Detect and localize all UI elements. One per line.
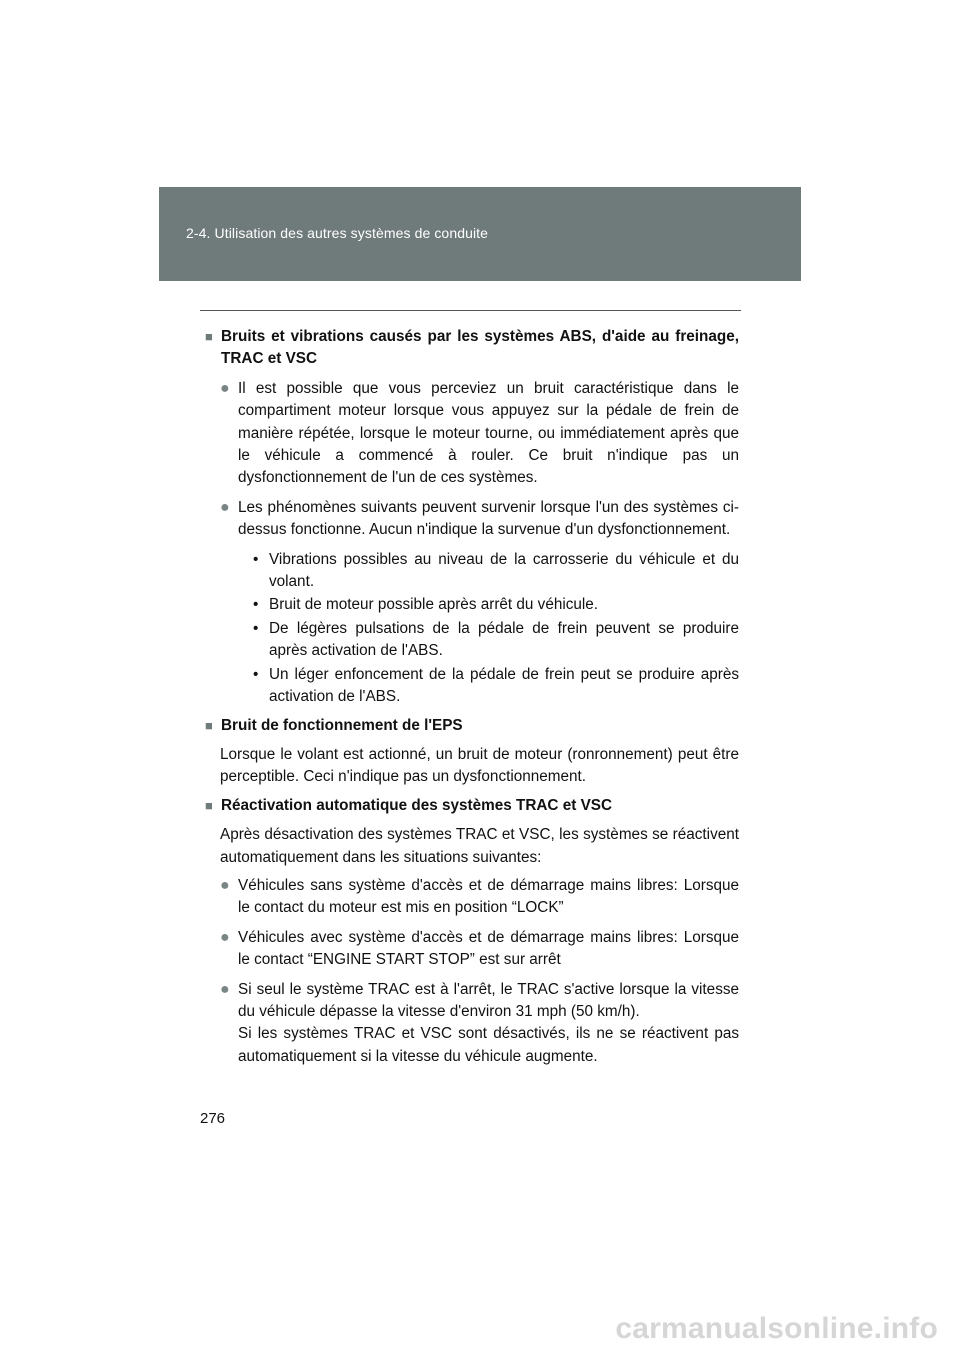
section-heading: ■ Bruits et vibrations causés par les systèmes ABS, d'aide au freinage, TRAC et VSC (205, 326, 739, 371)
square-icon: ■ (205, 329, 213, 344)
circle-bullet-icon: ● (220, 379, 230, 397)
square-icon: ■ (205, 797, 213, 813)
bullet-item: ● Véhicules avec système d'accès et de démarrage mains libres: Lorsque le contact “ENGINE START STOP” est sur arrêt (205, 927, 739, 972)
page-content (205, 326, 739, 1075)
circle-bullet-icon: ● (220, 980, 230, 998)
section-eps-noise (205, 715, 739, 789)
bullet-line: Si les systèmes TRAC et VSC sont désactivés, ils ne se réactivent pas automatiquement si la vitesse du véhicule augmente. (238, 1025, 739, 1065)
sub-list (205, 549, 739, 709)
bullet-item: ● Les phénomènes suivants peuvent survenir lorsque l'un des systèmes ci-dessus fonctionne. Aucun n'indique la survenue d'un dysfonctionnement. (205, 497, 739, 542)
watermark: carmanualsonline.info (615, 1312, 938, 1345)
section-heading: ■ Bruit de fonctionnement de l'EPS (205, 715, 739, 737)
section-heading: ■ Réactivation automatique des systèmes TRAC et VSC (205, 795, 739, 817)
paragraph: Après désactivation des systèmes TRAC et VSC, les systèmes se réactivent automatiquement dans les situations suivantes: (220, 826, 739, 866)
sub-list-item: • De légères pulsations de la pédale de frein peuvent se produire après activation de l'ABS. (253, 618, 739, 663)
sub-list-item: • Bruit de moteur possible après arrêt du véhicule. (253, 594, 739, 616)
sub-list-item: • Un léger enfoncement de la pédale de frein peut se produire après activation de l'ABS. (253, 664, 739, 709)
bullet-item (205, 979, 739, 1069)
section-trac-vsc-reactivation (205, 795, 739, 1068)
sub-list-item: • Vibrations possibles au niveau de la carrosserie du véhicule et du volant. (253, 549, 739, 594)
circle-bullet-icon: ● (220, 876, 230, 894)
page-number: 276 (200, 1110, 226, 1127)
bullet-item: ● Il est possible que vous perceviez un bruit caractéristique dans le compartiment moteur lorsque vous appuyez sur la pédale de frein de manière répétée, lorsque le moteur tourne, ou immédiatement après que le véhicule a commencé à rouler. Ce bruit n'indique pas un dysfonctionnement de l'un de ces systèmes. (205, 378, 739, 490)
paragraph: Lorsque le volant est actionné, un bruit de moteur (ronronnement) peut être perceptible. Ceci n'indique pas un dysfonctionnement. (220, 745, 739, 786)
square-icon: ■ (205, 717, 213, 733)
section-title: 2-4. Utilisation des autres systèmes de conduite (186, 225, 489, 241)
bullet-item: ● Véhicules sans système d'accès et de démarrage mains libres: Lorsque le contact du moteur est mis en position “LOCK” (205, 875, 739, 920)
section-header-bar (159, 187, 801, 281)
divider (200, 310, 741, 311)
bullet-line: Si seul le système TRAC est à l'arrêt, le TRAC s'active lorsque la vitesse du véhicule dépasse la vitesse d'environ 31 mph (50 km/h). (238, 980, 739, 1020)
circle-bullet-icon: ● (220, 498, 230, 516)
circle-bullet-icon: ● (220, 928, 230, 946)
section-abs-noise (205, 326, 739, 709)
